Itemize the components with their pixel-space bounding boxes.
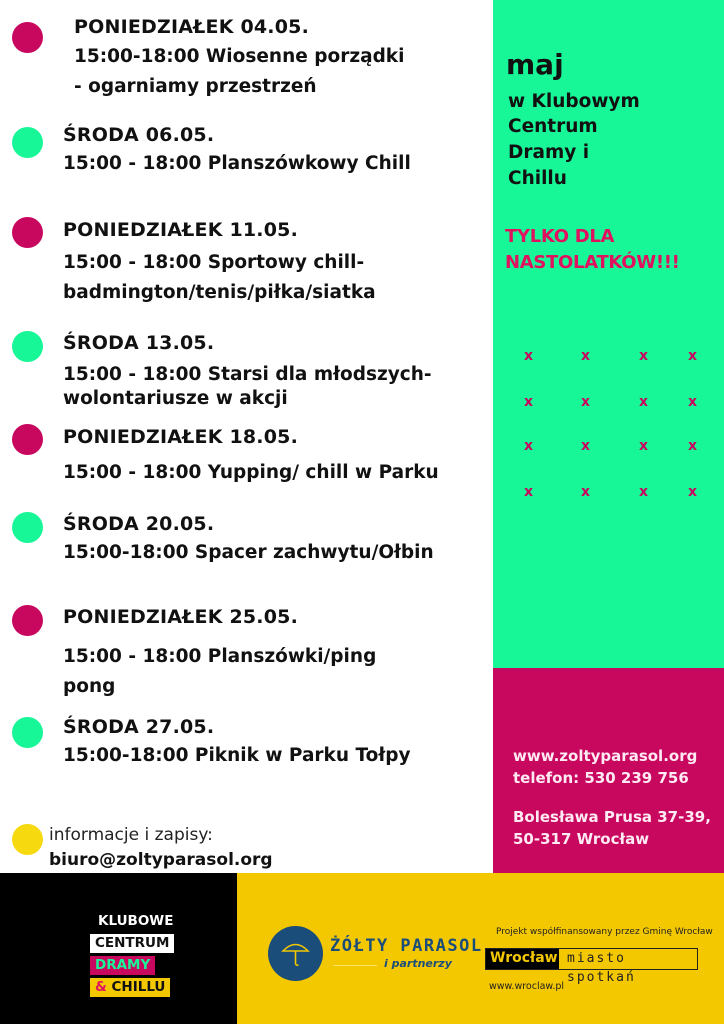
event-day: ŚRODA 13.05.	[63, 332, 215, 354]
event-line: 15:00 - 18:00 Starsi dla młodszych-	[63, 364, 432, 385]
info-label: informacje i zapisy:	[49, 825, 213, 845]
website-link[interactable]: www.zoltyparasol.org	[513, 747, 698, 765]
event-line: 15:00 - 18:00 Yupping/ chill w Parku	[63, 462, 439, 483]
event-day: PONIEDZIAŁEK 18.05.	[63, 426, 298, 448]
x-mark-icon: x	[581, 484, 591, 500]
event-day: ŚRODA 20.05.	[63, 513, 215, 535]
event-line: 15:00 - 18:00 Sportowy chill-	[63, 252, 365, 273]
bullet-wednesday-icon	[12, 717, 43, 748]
bullet-monday-icon	[12, 605, 43, 636]
partner-subtitle: i partnerzy	[384, 957, 452, 970]
bullet-monday-icon	[12, 217, 43, 248]
club-logo-row: CENTRUM	[90, 934, 174, 953]
ampersand: &	[95, 979, 107, 995]
x-mark-icon: x	[581, 348, 591, 364]
club-name-line: Chillu	[508, 168, 567, 189]
event-line: 15:00-18:00 Spacer zachwytu/Ołbin	[63, 542, 434, 563]
club-logo	[90, 912, 178, 998]
x-mark-icon: x	[688, 394, 698, 410]
cofinanced-note: Projekt współfinansowany przez Gminę Wrocław	[496, 927, 713, 937]
event-line: badmington/tenis/piłka/siatka	[63, 282, 376, 303]
club-logo-row: KLUBOWE	[98, 913, 174, 929]
x-mark-icon: x	[524, 438, 534, 454]
bullet-wednesday-icon	[12, 331, 43, 362]
x-mark-icon: x	[639, 438, 649, 454]
event-day: PONIEDZIAŁEK 11.05.	[63, 219, 298, 241]
event-line: 15:00 - 18:00 Planszówkowy Chill	[63, 153, 411, 174]
address-line: Bolesława Prusa 37-39,	[513, 808, 711, 826]
club-logo-row	[90, 978, 170, 997]
x-mark-icon: x	[688, 438, 698, 454]
event-line: 15:00 - 18:00 Planszówki/ping	[63, 646, 377, 667]
x-mark-icon: x	[524, 394, 534, 410]
address-line: 50-317 Wrocław	[513, 830, 650, 848]
x-mark-icon: x	[688, 484, 698, 500]
bullet-wednesday-icon	[12, 127, 43, 158]
x-mark-icon: x	[688, 348, 698, 364]
event-day: PONIEDZIAŁEK 25.05.	[63, 606, 298, 628]
phone-number: telefon: 530 239 756	[513, 769, 689, 787]
x-mark-icon: x	[581, 394, 591, 410]
bullet-monday-icon	[12, 424, 43, 455]
club-name-line: w Klubowym	[508, 91, 640, 112]
event-line: wolontariusze w akcji	[63, 388, 288, 409]
event-line: 15:00-18:00 Piknik w Parku Tołpy	[63, 745, 411, 766]
event-day: ŚRODA 06.05.	[63, 124, 215, 146]
club-logo-row: DRAMY	[90, 956, 155, 975]
bullet-info-icon	[12, 824, 43, 855]
club-name-line: Dramy i	[508, 142, 590, 163]
x-mark-icon: x	[524, 484, 534, 500]
event-line: - ogarniamy przestrzeń	[74, 76, 317, 97]
bullet-wednesday-icon	[12, 512, 43, 543]
event-day: ŚRODA 27.05.	[63, 716, 215, 738]
bullet-monday-icon	[12, 22, 43, 53]
club-name-line: Centrum	[508, 116, 598, 137]
teens-only-notice: TYLKO DLA	[505, 226, 615, 247]
partner-logo-circle	[268, 926, 323, 981]
wroclaw-logo-right: miasto spotkań	[567, 951, 636, 985]
teens-only-notice: NASTOLATKÓW!!!	[505, 252, 680, 273]
club-logo-text: CHILLU	[111, 979, 166, 995]
wroclaw-url[interactable]: www.wroclaw.pl	[489, 981, 565, 992]
x-mark-icon: x	[524, 348, 534, 364]
event-line: 15:00-18:00 Wiosenne porządki	[74, 46, 405, 67]
x-mark-icon: x	[581, 438, 591, 454]
x-mark-icon: x	[639, 394, 649, 410]
x-mark-icon: x	[639, 484, 649, 500]
event-line: pong	[63, 676, 116, 697]
partner-underline	[333, 965, 377, 966]
umbrella-icon	[278, 936, 313, 971]
partner-name: ŻÓŁTY PARASOL	[330, 936, 483, 956]
info-email[interactable]: biuro@zoltyparasol.org	[49, 850, 273, 870]
x-mark-icon: x	[639, 348, 649, 364]
wroclaw-logo-left: Wrocław	[486, 949, 559, 969]
event-day: PONIEDZIAŁEK 04.05.	[74, 16, 309, 38]
wroclaw-logo	[485, 948, 698, 985]
month-title: maj	[506, 48, 564, 81]
